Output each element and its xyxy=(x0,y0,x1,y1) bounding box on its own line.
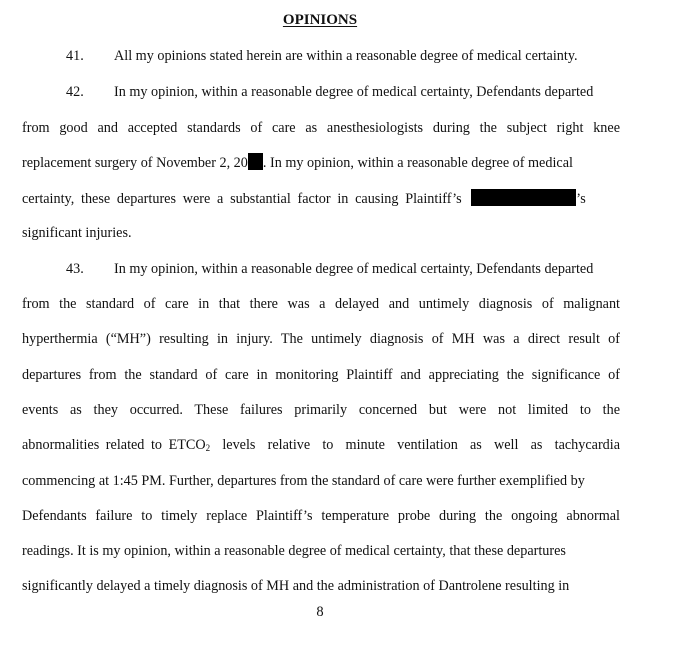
paragraph-43-line-9: readings. It is my opinion, within a reasonable degree of medical certainty, that these departures xyxy=(22,543,566,559)
paragraph-number: 43. xyxy=(66,261,84,277)
paragraph-42-line-5: significant injuries. xyxy=(22,225,132,241)
subscript: 2 xyxy=(205,443,211,453)
paragraph-text: In my opinion, within a reasonable degree of medical certainty, Defendants departed xyxy=(114,84,594,100)
paragraph-number: 41. xyxy=(66,48,84,64)
paragraph-text: ’s xyxy=(576,191,586,207)
paragraph-42-line-4 xyxy=(22,189,628,207)
paragraph-43-line-6 xyxy=(22,436,620,454)
paragraph-text: In my opinion, within a reasonable degree of medical certainty, Defendants departed xyxy=(114,261,594,277)
paragraph-41-line-1 xyxy=(22,47,620,65)
paragraph-43-line-2: from the standard of care in that there was a delayed and untimely diagnosis of malignant xyxy=(22,296,620,312)
paragraph-43-line-8: Defendants failure to timely replace Plaintiff’s temperature probe during the ongoing abnormal xyxy=(22,508,620,524)
paragraph-43-line-10: significantly delayed a timely diagnosis of MH and the administration of Dantrolene resulting in xyxy=(22,578,570,594)
paragraph-text: All my opinions stated herein are within a reasonable degree of medical certainty. xyxy=(114,48,578,64)
paragraph-number: 42. xyxy=(66,84,84,100)
paragraph-43-line-5: events as they occurred. These failures primarily concerned but were not limited to the xyxy=(22,402,620,418)
redaction-box-name xyxy=(471,189,576,206)
paragraph-43-line-3: hyperthermia (“MH”) resulting in injury. The untimely diagnosis of MH was a direct result of xyxy=(22,331,620,347)
page-number: 8 xyxy=(316,604,324,620)
paragraph-text: replacement surgery of November 2, 20 xyxy=(22,155,248,171)
paragraph-43-line-7: commencing at 1:45 PM. Further, departures from the standard of care were further exemplified by xyxy=(22,473,585,489)
paragraph-text: abnormalities related to ETCO xyxy=(22,437,206,453)
paragraph-42-line-2: from good and accepted standards of care as anesthesiologists during the subject right knee xyxy=(22,120,620,136)
paragraph-text: levels relative to minute ventilation as well as tachycardia xyxy=(210,437,620,453)
paragraph-42-line-1 xyxy=(22,83,620,101)
paragraph-text: . In my opinion, within a reasonable degree of medical xyxy=(262,155,573,171)
paragraph-42-line-3 xyxy=(22,153,620,171)
redaction-box-year xyxy=(248,153,263,170)
paragraph-text: certainty, these departures were a substantial factor in causing Plaintiff’s xyxy=(22,191,462,207)
paragraph-43-line-1 xyxy=(22,260,620,278)
paragraph-43-line-4: departures from the standard of care in monitoring Plaintiff and appreciating the significance of xyxy=(22,367,620,383)
section-heading: OPINIONS xyxy=(282,12,358,28)
